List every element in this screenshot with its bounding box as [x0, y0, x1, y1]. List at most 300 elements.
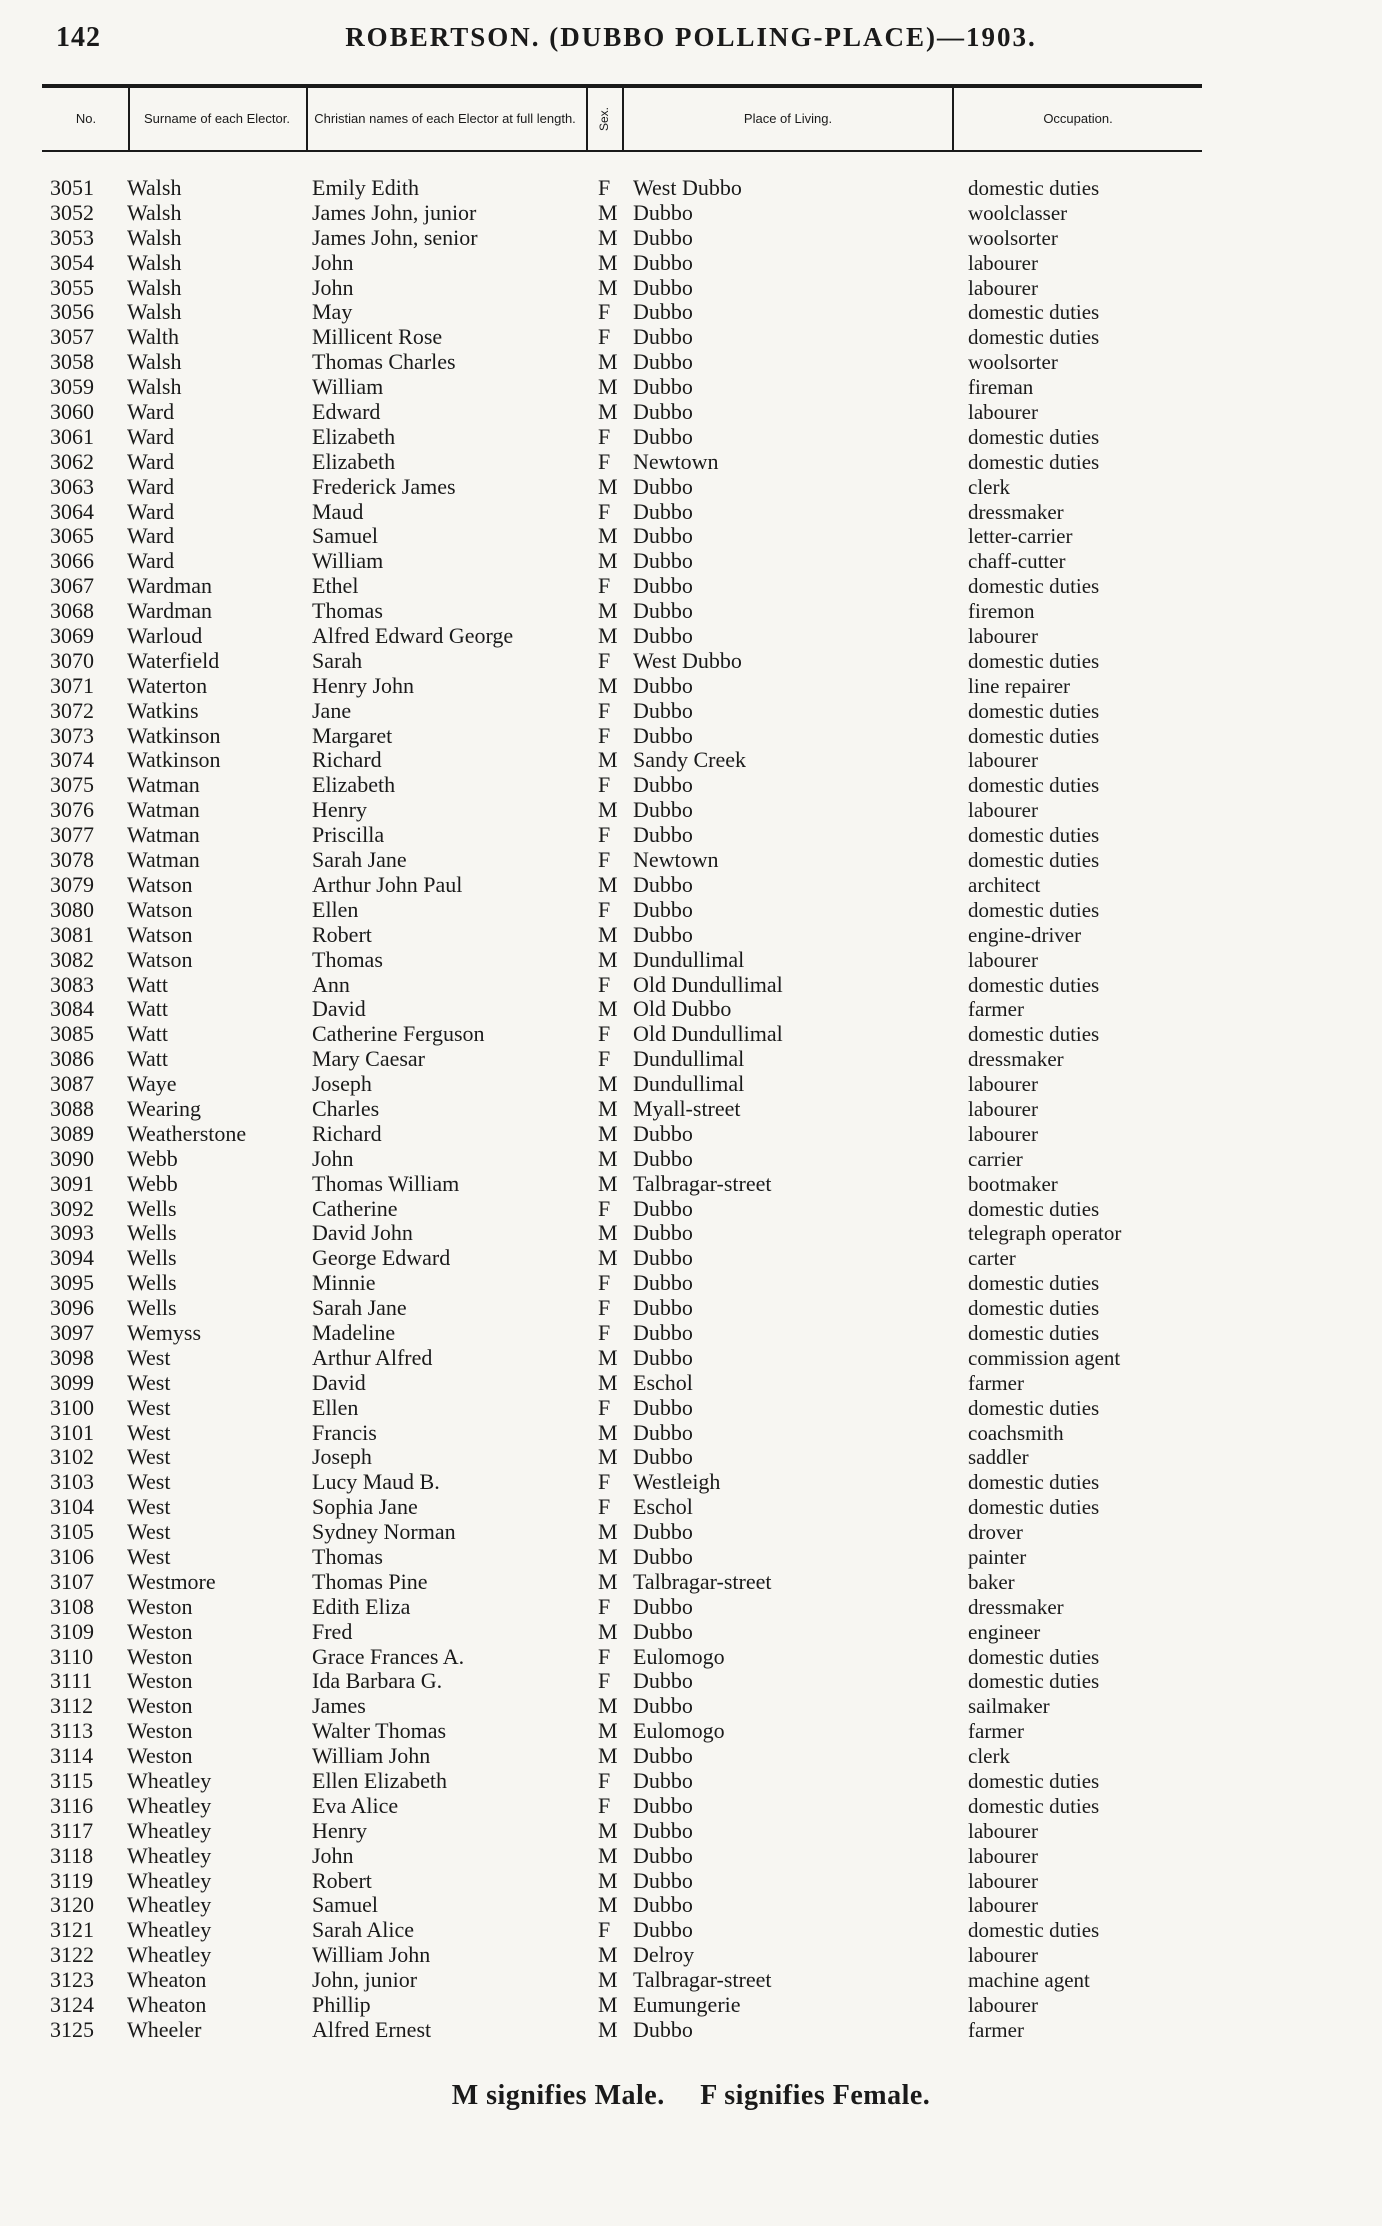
elector-christian-names: Ellen Elizabeth	[312, 1768, 447, 1793]
elector-surname: Weston	[127, 1593, 193, 1619]
table-row	[0, 624, 1382, 649]
elector-occupation: bootmaker	[968, 1171, 1058, 1196]
elector-christian-names: David	[312, 1369, 366, 1395]
elector-place: Sandy Creek	[633, 747, 747, 773]
elector-sex: F	[598, 772, 611, 798]
table-row	[0, 226, 1382, 251]
elector-place: Talbragar-street	[633, 1170, 772, 1196]
elector-surname: Watt	[127, 996, 168, 1022]
elector-sex: F	[598, 1768, 611, 1793]
table-row	[0, 1495, 1382, 1520]
table-row	[0, 325, 1382, 350]
elector-occupation: chaff-cutter	[968, 549, 1066, 574]
elector-surname: Wheatley	[127, 1842, 212, 1868]
column-divider	[306, 88, 308, 150]
elector-number: 3052	[50, 199, 94, 225]
elector-number: 3117	[50, 1817, 94, 1843]
elector-occupation: domestic duties	[968, 773, 1100, 798]
table-row	[0, 997, 1382, 1022]
table-row	[0, 699, 1382, 724]
table-row	[0, 1545, 1382, 1570]
elector-sex: F	[598, 896, 611, 922]
elector-sex: F	[598, 822, 611, 848]
table-row	[0, 848, 1382, 873]
elector-surname: Watman	[127, 797, 200, 823]
elector-place: West Dubbo	[633, 175, 742, 200]
table-row	[0, 300, 1382, 325]
table-row	[0, 1122, 1382, 1147]
elector-place: Dubbo	[633, 697, 693, 723]
elector-christian-names: Millicent Rose	[312, 324, 443, 350]
elector-place: Dubbo	[633, 1120, 693, 1146]
elector-christian-names: Eva Alice	[312, 1792, 399, 1818]
elector-number: 3059	[50, 374, 94, 400]
table-row	[0, 425, 1382, 450]
elector-number: 3057	[50, 324, 94, 350]
elector-occupation: painter	[968, 1544, 1027, 1569]
elector-occupation: domestic duties	[968, 1320, 1100, 1345]
elector-surname: Walsh	[127, 274, 182, 300]
column-divider	[128, 88, 130, 150]
elector-surname: Walsh	[127, 175, 182, 200]
elector-place: Dubbo	[633, 1245, 693, 1271]
elector-sex: F	[598, 1643, 611, 1669]
elector-occupation: labourer	[968, 748, 1038, 773]
elector-christian-names: John	[312, 274, 354, 300]
elector-christian-names: Sarah Jane	[312, 847, 407, 873]
elector-occupation: domestic duties	[968, 1296, 1100, 1321]
elector-christian-names: Frederick James	[312, 473, 456, 499]
elector-place: Dubbo	[633, 2016, 693, 2042]
column-header-sex: Sex.	[597, 106, 611, 131]
elector-christian-names: Ann	[312, 971, 350, 997]
elector-sex: M	[598, 399, 618, 425]
elector-number: 3118	[50, 1842, 94, 1868]
elector-christian-names: Samuel	[312, 1892, 378, 1918]
elector-place: Dubbo	[633, 1668, 693, 1694]
elector-number: 3051	[50, 175, 94, 200]
table-row	[0, 1470, 1382, 1495]
table-row	[0, 276, 1382, 301]
elector-number: 3082	[50, 946, 94, 972]
elector-occupation: engineer	[968, 1619, 1041, 1644]
elector-number: 3094	[50, 1245, 94, 1271]
elector-christian-names: Emily Edith	[312, 175, 419, 200]
elector-place: Dubbo	[633, 1419, 693, 1445]
elector-sex: F	[598, 1668, 611, 1694]
elector-sex: M	[598, 249, 618, 275]
elector-christian-names: William	[312, 548, 384, 574]
elector-christian-names: Ellen	[312, 1394, 359, 1420]
table-row	[0, 1918, 1382, 1943]
table-row	[0, 923, 1382, 948]
elector-number: 3114	[50, 1743, 94, 1769]
elector-surname: Wells	[127, 1245, 177, 1271]
elector-occupation: drover	[968, 1520, 1023, 1545]
elector-sex: M	[598, 871, 618, 897]
table-row	[0, 251, 1382, 276]
elector-occupation: domestic duties	[968, 1271, 1100, 1296]
elector-sex: M	[598, 1543, 618, 1569]
elector-sex: M	[598, 1867, 618, 1893]
elector-number: 3073	[50, 722, 94, 748]
elector-surname: West	[127, 1444, 171, 1470]
elector-number: 3091	[50, 1170, 94, 1196]
elector-occupation: labourer	[968, 1072, 1038, 1097]
elector-place: Dubbo	[633, 1195, 693, 1221]
elector-occupation: line repairer	[968, 673, 1071, 698]
table-row	[0, 898, 1382, 923]
elector-surname: Watson	[127, 921, 193, 947]
table-row	[0, 524, 1382, 549]
elector-sex: M	[598, 946, 618, 972]
elector-occupation: domestic duties	[968, 449, 1100, 474]
elector-occupation: labourer	[968, 798, 1038, 823]
elector-number: 3122	[50, 1942, 94, 1968]
elector-occupation: domestic duties	[968, 1793, 1100, 1818]
elector-surname: Walsh	[127, 374, 182, 400]
elector-christian-names: Phillip	[312, 1992, 371, 2018]
elector-occupation: domestic duties	[968, 325, 1100, 350]
elector-christian-names: Thomas William	[312, 1170, 460, 1196]
elector-christian-names: Walter Thomas	[312, 1718, 447, 1744]
table-row	[0, 973, 1382, 998]
elector-occupation: domestic duties	[968, 723, 1100, 748]
elector-number: 3084	[50, 996, 94, 1022]
elector-christian-names: David	[312, 996, 366, 1022]
elector-number: 3066	[50, 548, 94, 574]
elector-christian-names: David John	[312, 1220, 413, 1246]
elector-occupation: domestic duties	[968, 1196, 1100, 1221]
elector-number: 3121	[50, 1917, 94, 1943]
elector-sex: M	[598, 1568, 618, 1594]
elector-sex: F	[598, 1593, 611, 1619]
footnote-male: M signifies Male.	[451, 2080, 665, 2111]
elector-surname: Weston	[127, 1643, 193, 1669]
elector-christian-names: Madeline	[312, 1319, 396, 1345]
elector-number: 3077	[50, 822, 94, 848]
elector-surname: Wardman	[127, 598, 212, 624]
table-row	[0, 823, 1382, 848]
elector-christian-names: Edward	[312, 399, 381, 425]
elector-surname: Ward	[127, 448, 175, 474]
elector-surname: Wheaton	[127, 1992, 207, 2018]
elector-place: Newtown	[633, 847, 719, 873]
elector-surname: West	[127, 1369, 171, 1395]
elector-surname: Weston	[127, 1668, 193, 1694]
table-row	[0, 1047, 1382, 1072]
table-row	[0, 1421, 1382, 1446]
elector-christian-names: May	[312, 299, 353, 325]
elector-surname: Wheatley	[127, 1942, 212, 1968]
table-row	[0, 400, 1382, 425]
elector-surname: Wemyss	[127, 1319, 202, 1345]
elector-place: Dubbo	[633, 1892, 693, 1918]
elector-number: 3078	[50, 847, 94, 873]
elector-number: 3112	[50, 1693, 94, 1719]
elector-christian-names: Thomas	[312, 1543, 383, 1569]
elector-occupation: fireman	[968, 375, 1034, 400]
elector-surname: Walsh	[127, 349, 182, 375]
elector-christian-names: Robert	[312, 1867, 372, 1893]
elector-surname: Watt	[127, 1046, 168, 1072]
elector-place: Dubbo	[633, 399, 693, 425]
elector-number: 3124	[50, 1992, 94, 2018]
elector-surname: Watkinson	[127, 722, 221, 748]
elector-christian-names: Fred	[312, 1618, 353, 1644]
elector-christian-names: Mary Caesar	[312, 1046, 426, 1072]
elector-christian-names: Ida Barbara G.	[312, 1668, 443, 1694]
elector-christian-names: George Edward	[312, 1245, 451, 1271]
elector-sex: M	[598, 523, 618, 549]
table-row	[0, 724, 1382, 749]
elector-christian-names: Lucy Maud B.	[312, 1469, 440, 1495]
elector-place: Eumungerie	[633, 1992, 741, 2018]
table-row	[0, 1620, 1382, 1645]
elector-sex: F	[598, 1319, 611, 1345]
table-row	[0, 873, 1382, 898]
table-row	[0, 1769, 1382, 1794]
elector-occupation: farmer	[968, 997, 1024, 1022]
table-row	[0, 176, 1382, 201]
table-row	[0, 1197, 1382, 1222]
table-row	[0, 500, 1382, 525]
elector-occupation: telegraph operator	[968, 1221, 1122, 1246]
elector-occupation: labourer	[968, 400, 1038, 425]
elector-place: Talbragar-street	[633, 1568, 772, 1594]
elector-place: Dubbo	[633, 896, 693, 922]
elector-sex: F	[598, 1270, 611, 1296]
elector-number: 3085	[50, 1021, 94, 1047]
elector-occupation: labourer	[968, 250, 1038, 275]
elector-number: 3075	[50, 772, 94, 798]
table-row	[0, 350, 1382, 375]
elector-surname: Wardman	[127, 573, 212, 599]
table-row	[0, 798, 1382, 823]
elector-place: Dubbo	[633, 871, 693, 897]
elector-place: Dubbo	[633, 1693, 693, 1719]
elector-number: 3105	[50, 1519, 94, 1545]
table-row	[0, 1271, 1382, 1296]
elector-occupation: machine agent	[968, 1968, 1090, 1993]
table-row	[0, 1744, 1382, 1769]
column-divider	[952, 88, 954, 150]
elector-number: 3111	[50, 1668, 93, 1694]
elector-place: Dubbo	[633, 1220, 693, 1246]
elector-occupation: dressmaker	[968, 1047, 1064, 1072]
elector-surname: Wells	[127, 1220, 177, 1246]
elector-surname: Wheatley	[127, 1817, 212, 1843]
elector-surname: Ward	[127, 498, 175, 524]
elector-sex: M	[598, 1892, 618, 1918]
elector-sex: M	[598, 274, 618, 300]
elector-occupation: dressmaker	[968, 1594, 1064, 1619]
elector-sex: M	[598, 1618, 618, 1644]
elector-surname: Walsh	[127, 249, 182, 275]
table-row	[0, 773, 1382, 798]
table-row	[0, 1893, 1382, 1918]
elector-occupation: firemon	[968, 599, 1035, 624]
table-row	[0, 1072, 1382, 1097]
elector-christian-names: Richard	[312, 747, 382, 773]
elector-sex: M	[598, 921, 618, 947]
elector-occupation: domestic duties	[968, 823, 1100, 848]
elector-sex: F	[598, 847, 611, 873]
elector-christian-names: James	[312, 1693, 366, 1719]
elector-number: 3053	[50, 224, 94, 250]
elector-surname: Watman	[127, 772, 200, 798]
elector-place: Dubbo	[633, 249, 693, 275]
elector-surname: Wheeler	[127, 2016, 202, 2042]
page-title: ROBERTSON. (DUBBO POLLING-PLACE)—1903.	[345, 22, 1037, 52]
table-row	[0, 450, 1382, 475]
elector-number: 3069	[50, 623, 94, 649]
table-row	[0, 475, 1382, 500]
elector-surname: West	[127, 1519, 171, 1545]
table-header-rule	[42, 150, 1202, 152]
elector-number: 3113	[50, 1718, 94, 1744]
elector-number: 3087	[50, 1071, 94, 1097]
elector-christian-names: Elizabeth	[312, 423, 396, 449]
elector-number: 3096	[50, 1295, 94, 1321]
table-row	[0, 1819, 1382, 1844]
column-header-no: No.	[75, 111, 97, 126]
elector-sex: F	[598, 498, 611, 524]
elector-occupation: labourer	[968, 947, 1038, 972]
elector-christian-names: Joseph	[312, 1444, 372, 1470]
table-row	[0, 599, 1382, 624]
elector-surname: Watson	[127, 946, 193, 972]
elector-surname: Webb	[127, 1145, 178, 1171]
elector-place: Dubbo	[633, 498, 693, 524]
elector-christian-names: Ellen	[312, 896, 359, 922]
elector-place: Dubbo	[633, 1842, 693, 1868]
elector-surname: Warloud	[127, 623, 203, 649]
column-header-occupation: Occupation.	[1043, 111, 1113, 126]
elector-christian-names: Catherine	[312, 1195, 398, 1221]
table-row	[0, 1346, 1382, 1371]
elector-occupation: domestic duties	[968, 300, 1100, 325]
elector-place: Dubbo	[633, 1270, 693, 1296]
elector-occupation: domestic duties	[968, 848, 1100, 873]
elector-number: 3076	[50, 797, 94, 823]
elector-christian-names: Sarah Alice	[312, 1917, 415, 1943]
table-row	[0, 1719, 1382, 1744]
elector-christian-names: Elizabeth	[312, 772, 396, 798]
elector-number: 3089	[50, 1120, 94, 1146]
elector-sex: M	[598, 1817, 618, 1843]
elector-place: Dubbo	[633, 1817, 693, 1843]
elector-place: Dubbo	[633, 1394, 693, 1420]
elector-surname: Wheaton	[127, 1967, 207, 1993]
elector-christian-names: William	[312, 374, 384, 400]
elector-place: Dubbo	[633, 548, 693, 574]
elector-surname: Watman	[127, 847, 200, 873]
elector-number: 3074	[50, 747, 94, 773]
elector-surname: Weston	[127, 1743, 193, 1769]
elector-place: Myall-street	[633, 1095, 741, 1121]
elector-christian-names: Jane	[312, 697, 352, 723]
elector-sex: F	[598, 573, 611, 599]
elector-number: 3103	[50, 1469, 94, 1495]
table-row	[0, 948, 1382, 973]
elector-place: Dubbo	[633, 299, 693, 325]
elector-number: 3120	[50, 1892, 94, 1918]
elector-surname: Ward	[127, 548, 175, 574]
elector-place: Dubbo	[633, 1543, 693, 1569]
elector-surname: Weatherstone	[127, 1120, 247, 1146]
elector-sex: M	[598, 1344, 618, 1370]
elector-number: 3110	[50, 1643, 94, 1669]
table-row	[0, 649, 1382, 674]
elector-christian-names: Arthur John Paul	[312, 871, 463, 897]
elector-place: Dubbo	[633, 1917, 693, 1943]
elector-number: 3115	[50, 1768, 94, 1793]
elector-christian-names: Alfred Edward George	[312, 623, 514, 649]
elector-number: 3072	[50, 697, 94, 723]
column-header-surname: Surname of each Elector.	[144, 111, 290, 126]
elector-place: Eulomogo	[633, 1718, 725, 1744]
elector-number: 3063	[50, 473, 94, 499]
elector-place: Dubbo	[633, 423, 693, 449]
elector-number: 3054	[50, 249, 94, 275]
elector-sex: F	[598, 722, 611, 748]
table-row	[0, 1147, 1382, 1172]
elector-number: 3106	[50, 1543, 94, 1569]
elector-sex: M	[598, 1967, 618, 1993]
elector-place: Old Dundullimal	[633, 971, 783, 997]
elector-number: 3055	[50, 274, 94, 300]
table-row	[0, 1794, 1382, 1819]
elector-number: 3097	[50, 1319, 94, 1345]
elector-place: Dubbo	[633, 473, 693, 499]
elector-sex: M	[598, 1369, 618, 1395]
elector-sex: M	[598, 1220, 618, 1246]
elector-occupation: labourer	[968, 624, 1038, 649]
elector-christian-names: Thomas	[312, 946, 383, 972]
elector-surname: Watson	[127, 871, 193, 897]
elector-christian-names: Sophia Jane	[312, 1494, 418, 1520]
elector-surname: Westmore	[127, 1568, 216, 1594]
elector-number: 3062	[50, 448, 94, 474]
elector-number: 3107	[50, 1568, 94, 1594]
elector-occupation: saddler	[968, 1445, 1029, 1470]
elector-number: 3093	[50, 1220, 94, 1246]
elector-place: Dubbo	[633, 1593, 693, 1619]
table-row	[0, 1246, 1382, 1271]
elector-sex: M	[598, 548, 618, 574]
table-row	[0, 1993, 1382, 2018]
elector-surname: West	[127, 1494, 171, 1520]
elector-surname: Wells	[127, 1295, 177, 1321]
elector-surname: Waterfield	[127, 647, 220, 673]
elector-sex: M	[598, 2016, 618, 2042]
elector-surname: Watman	[127, 822, 200, 848]
elector-christian-names: John, junior	[312, 1967, 418, 1993]
elector-place: Dubbo	[633, 1618, 693, 1644]
elector-number: 3068	[50, 598, 94, 624]
elector-occupation: woolsorter	[968, 225, 1058, 250]
elector-sex: M	[598, 224, 618, 250]
elector-occupation: woolclasser	[968, 200, 1068, 225]
elector-surname: Weston	[127, 1693, 193, 1719]
elector-surname: West	[127, 1344, 171, 1370]
column-header-place: Place of Living.	[743, 111, 833, 126]
elector-number: 3108	[50, 1593, 94, 1619]
elector-christian-names: Robert	[312, 921, 372, 947]
elector-occupation: labourer	[968, 1943, 1038, 1968]
elector-place: Dubbo	[633, 1867, 693, 1893]
